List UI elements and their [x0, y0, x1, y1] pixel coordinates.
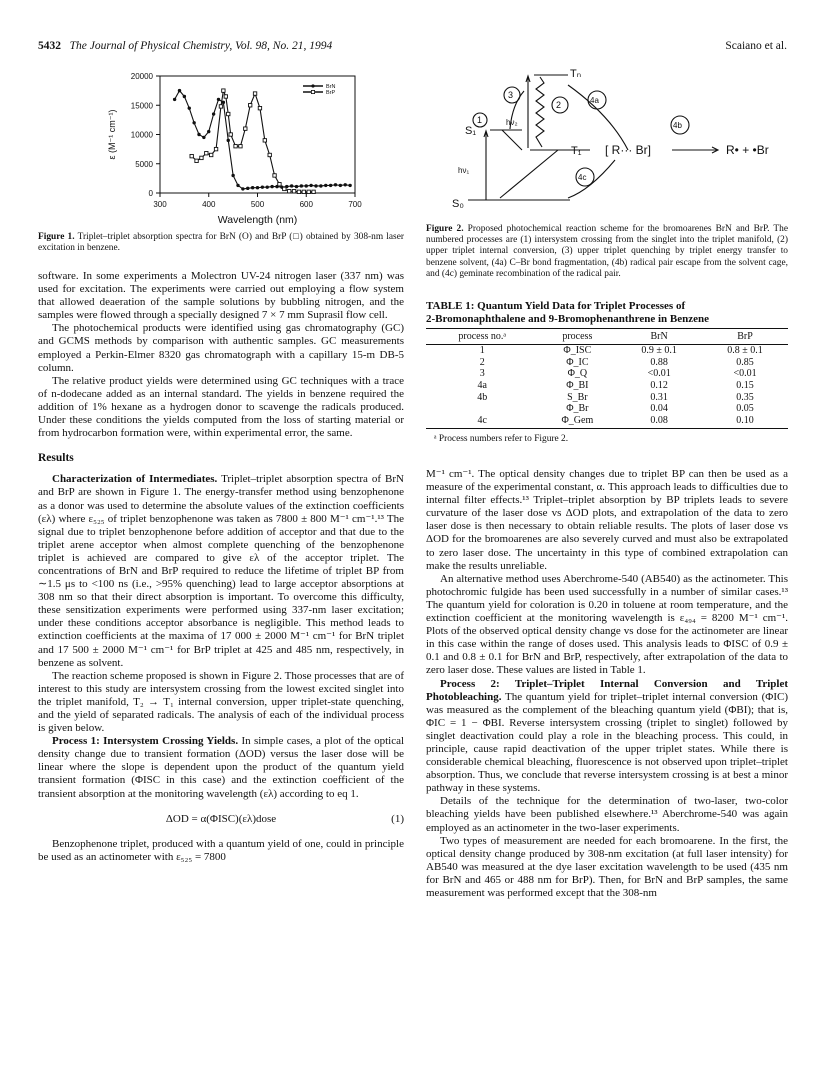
body-paragraph: The reaction scheme proposed is shown in Figure 2. Those processes that are of interest to this study are intersystem crossing from the lowest excited singlet into the triplet manifold, T₂ → T₁ internal conversion, upper triplet-state quenching, and the yield of separated radicals. The analysis of each of the individual process is given below.	[38, 669, 404, 735]
table1-title-line2: 2-Bromonaphthalene and 9-Bromophenanthrene in Benzene	[426, 312, 709, 325]
table-cell: Φ_Br	[566, 403, 589, 415]
process1-label: 1	[477, 115, 483, 125]
table-row	[426, 368, 788, 380]
right-column	[426, 468, 788, 900]
data-point-BrN	[202, 136, 205, 139]
hv1-label: hν₁	[458, 166, 470, 175]
data-point-BrP	[222, 89, 225, 92]
data-point-BrP	[205, 152, 208, 155]
data-point-BrP	[278, 183, 281, 186]
table-cell: 2	[479, 356, 485, 368]
radical-products-label: R• + •Br	[726, 143, 769, 157]
data-point-BrP	[200, 156, 203, 159]
table-row	[426, 357, 788, 369]
journal-title: The Journal of Physical Chemistry, Vol. 98, No. 21, 1994	[69, 40, 333, 52]
data-point-BrN	[251, 186, 254, 189]
body-paragraph	[426, 678, 788, 796]
data-point-BrN	[329, 184, 332, 187]
data-point-BrP	[283, 187, 286, 190]
data-point-BrN	[227, 139, 230, 142]
data-point-BrN	[178, 89, 181, 92]
table-cell	[426, 403, 538, 415]
table-row	[426, 392, 788, 404]
table-cell: Φ_Gem	[538, 415, 616, 429]
table-cell: S_Br	[567, 391, 588, 403]
body-paragraph	[38, 735, 404, 800]
table-cell: 0.04	[650, 403, 668, 415]
process4b-label: 4b	[673, 121, 682, 130]
table-cell: 3	[479, 368, 485, 380]
table1-grid	[426, 328, 788, 429]
series-line-BrN	[175, 91, 351, 189]
data-point-BrP	[273, 174, 276, 177]
y-tick-label: 10000	[130, 130, 153, 140]
figure2-caption	[426, 224, 788, 280]
data-point-BrN	[261, 185, 264, 188]
data-point-BrN	[339, 184, 342, 187]
data-point-BrP	[263, 139, 266, 142]
fragmentation-arrow	[568, 85, 628, 150]
figure2-caption-label: Figure 2.	[426, 224, 464, 234]
s1-label: S₁	[465, 125, 477, 137]
figure1-caption-text: Triplet–triplet absorption spectra for BrN (O) and BrP (□) obtained by 308-nm laser excitation in benzene.	[38, 232, 404, 254]
table-cell: 0.31	[650, 391, 668, 403]
table-cell: 4a	[477, 379, 487, 391]
t1-label: T₁	[571, 145, 582, 157]
table-row	[426, 345, 788, 357]
x-axis-label: Wavelength (nm)	[217, 214, 298, 226]
table-header: process	[538, 329, 616, 345]
x-tick-label: 300	[153, 200, 167, 209]
table1-footnote: ᵃ Process numbers refer to Figure 2.	[434, 434, 569, 445]
table-cell: 4b	[477, 391, 488, 403]
data-point-BrN	[324, 184, 327, 187]
data-point-BrN	[344, 183, 347, 186]
table1-title-line1: TABLE 1: Quantum Yield Data for Triplet Processes of	[426, 300, 686, 312]
data-point-BrP	[268, 153, 271, 156]
data-point-BrN	[246, 187, 249, 190]
data-point-BrN	[348, 184, 351, 187]
table-cell: 0.12	[650, 379, 668, 391]
data-point-BrP	[312, 190, 315, 193]
table-cell: Φ_IC	[566, 356, 589, 368]
data-point-BrN	[207, 130, 210, 133]
process3-label: 3	[508, 90, 514, 100]
data-point-BrN	[319, 184, 322, 187]
data-point-BrN	[334, 183, 337, 186]
x-tick-label: 500	[250, 200, 265, 209]
table-row	[426, 415, 788, 429]
table1	[426, 300, 788, 446]
legend-marker	[311, 90, 314, 93]
data-point-BrP	[307, 190, 310, 193]
data-point-BrP	[195, 159, 198, 162]
body-paragraph	[38, 473, 404, 669]
table-cell: 1	[479, 345, 485, 357]
data-point-BrP	[214, 147, 217, 150]
data-point-BrP	[258, 106, 261, 109]
s0-label: S₀	[452, 198, 464, 210]
series-line-BrP	[192, 91, 314, 192]
data-point-BrP	[209, 153, 212, 156]
table-cell: Φ_Q	[567, 368, 588, 380]
table-cell: Φ_BI	[566, 379, 589, 391]
table-cell: 0.10	[702, 415, 788, 429]
gem-recomb-arrow	[568, 160, 615, 198]
data-point-BrP	[302, 190, 305, 193]
y-tick-label: 15000	[130, 101, 153, 111]
y-tick-label: 20000	[130, 72, 153, 81]
data-point-BrN	[231, 174, 234, 177]
figure1-caption-label: Figure 1.	[38, 232, 75, 242]
body-paragraph: software. In some experiments a Molectron UV-24 nitrogen laser (337 nm) was used for excitation. The experiments were carried out employing a flow system that allowed deaeration of the sample solutions by bubbling nitrogen, and the samples were flowed through a specially designed 7 × 7 mm Suprasil flow cell.	[38, 270, 404, 322]
equation-number: (1)	[391, 812, 404, 825]
data-point-BrN	[290, 184, 293, 187]
data-point-BrP	[297, 190, 300, 193]
table-header: BrP	[702, 329, 788, 345]
left-column	[38, 270, 404, 864]
paragraph-text: In simple cases, a plot of the optical density change due to transient formation (ΔOD) versus the laser dose will be linear where the slope is dependent upon the product of the quantum yield transient formation (ΦISC in this case) and the extinction coefficient of the transient absorption at the monitoring wavelength (ελ) according to eq 1.	[38, 735, 405, 800]
legend-marker	[311, 84, 314, 87]
paragraph-heading: Process 1: Intersystem Crossing Yields.	[52, 735, 239, 748]
paragraph-text: The quantum yield for triplet–triplet internal conversion (ΦIC) was measured as the complement of the bleaching quantum yield (ΦBI); that is, ΦIC = 1 − ΦBI. Reverse intersystem crossing (triplet to singlet) followed by singlet deactivation could play a role in the bleaching process. This could, in principle, cause rapid deactivation of the upper triplet states. While there is considerable chemical bleaching, fluorescence is not observed upon triplet–triplet absorption. Thus, we conclude that reverse intersystem crossing is at best a minor pathway in these systems.	[426, 690, 788, 795]
table-cell: 0.05	[736, 403, 754, 415]
data-point-BrN	[266, 185, 269, 188]
data-point-BrP	[227, 112, 230, 115]
table-row	[426, 380, 788, 392]
paragraph-text: Triplet–triplet absorption spectra of BrN and BrP are shown in Figure 1. The energy-transfer method using benzophenone as a donor was used to determine the absolute values of the extinction coefficients (ελ) where ε₅₂₅ of triplet benzophenone was taken as 7800 ± 800 M⁻¹ cm⁻¹.¹³ The signal due to triplet benzophenone before addition of acceptor and that due to the triplet arene acceptor when almost complete quenching of the benzophenone triplet is achieved are compared to give ελ of the acceptor triplet. The concentrations of BrN and BrP required to reduce the lifetime of triplet BP from ∼1.5 μs to <100 ns (i.e., >95% quenching) lead to large acceptor absorptions at 308 nm so that their direct absorption is important. To overcome this difficulty, these sensitization experiments were performed using 337-nm laser excitation; under these conditions acceptor absorbance is negligible. This method leads to extinction coefficients at the maxima of 17 000 ± 2000 M⁻¹ cm⁻¹ for BrN triplet and 17 500 ± 2000 M⁻¹ cm⁻¹ for BrP triplet at 425 and 485 nm, respectively, in benzene as solvent.	[38, 473, 404, 669]
figure1-chart	[85, 58, 405, 228]
data-point-BrN	[300, 184, 303, 187]
table-header: process no.ᵃ	[426, 329, 538, 345]
data-point-BrP	[219, 105, 222, 108]
table-cell: 4c	[426, 415, 538, 429]
table-cell: Φ_ISC	[563, 345, 592, 357]
data-point-BrN	[256, 186, 259, 189]
paragraph-heading: Process 2: Triplet–Triplet Internal Conversion and Triplet Photobleaching.	[426, 677, 788, 703]
data-point-BrN	[241, 187, 244, 190]
body-paragraph: Benzophenone triplet, produced with a quantum yield of one, could in principle be used as an actinometer with ε₅₂₅ = 7800	[38, 837, 404, 863]
data-point-BrN	[217, 98, 220, 101]
y-tick-label: 0	[148, 189, 153, 198]
table-header: BrN	[616, 329, 702, 345]
data-point-BrN	[188, 106, 191, 109]
ic-wavy-arrow	[536, 77, 544, 147]
body-paragraph: Details of the technique for the determination of two-laser, two-color bleaching yields have been published elsewhere.¹³ Aberchrome-540 was again employed as an actinometer in the two-laser experiments.	[426, 795, 788, 834]
data-point-BrP	[190, 154, 193, 157]
data-point-BrP	[234, 145, 237, 148]
y-tick-label: 5000	[135, 159, 153, 169]
recomb-line	[500, 150, 558, 198]
data-point-BrN	[183, 95, 186, 98]
y-axis-label: ε (M⁻¹ cm⁻¹)	[107, 109, 117, 160]
table-cell: 0.85	[736, 356, 754, 368]
process4c-label: 4c	[578, 173, 587, 182]
process2-label: 2	[556, 100, 562, 110]
tn-label: Tₙ	[570, 68, 582, 80]
data-point-BrN	[212, 112, 215, 115]
figure1-caption	[38, 232, 404, 254]
data-point-BrP	[292, 190, 295, 193]
legend-label: BrP	[326, 90, 336, 96]
data-point-BrN	[270, 185, 273, 188]
body-paragraph: Two types of measurement are needed for each bromoarene. In the first, the optical density change produced by 308-nm excitation (at full laser intensity) for AB540 was measured at the dye laser excitation wavelength to be used (435 nm for BrN and 465 or 488 nm for BrP). Then, for BrN and BrP samples, the same measurement was performed except that the 308-nm	[426, 834, 788, 899]
body-paragraph: The relative product yields were determined using GC techniques with a trace of n-dodecane added as an internal standard. The yields in benzene required the addition of 1% hexane as a hydrogen donor to scavenge the radicals produced. Under these conditions the yields computed from the loss of starting material or from hydrocarbon formation were, within experimental error, the same.	[38, 374, 404, 440]
data-point-BrN	[309, 184, 312, 187]
figure2-caption-text: Proposed photochemical reaction scheme for the bromoarenes BrN and BrP. The numbered processes are (1) intersystem crossing from the singlet into the triplet manifold, (2) upper triplet internal conversion, (3) upper triplet quenching by triplet energy transfer to benzene solvent, (4a) C–Br bond fragmentation, (4b) radical pair escape from the solvent cage, and (4c) geminate recombination of the radical pair.	[426, 224, 789, 279]
x-tick-label: 400	[202, 200, 216, 209]
data-point-BrP	[239, 145, 242, 148]
table-cell: 0.15	[736, 379, 754, 391]
table-cell: 0.08	[616, 415, 702, 429]
table-row	[426, 403, 788, 415]
equation-text: ΔOD = α(ΦISC)(ελ)dose	[165, 812, 277, 825]
radical-cage-label: [ R··· Br]	[605, 143, 651, 157]
paragraph-heading: Characterization of Intermediates.	[52, 473, 218, 486]
isc-arrow	[502, 130, 522, 150]
author-header: Scaiano et al.	[725, 40, 787, 52]
data-point-BrN	[192, 121, 195, 124]
data-point-BrN	[314, 184, 317, 187]
legend-label: BrN	[326, 84, 336, 90]
data-point-BrN	[295, 185, 298, 188]
table-cell: <0.01	[733, 368, 757, 380]
table-cell: 0.88	[650, 356, 668, 368]
section-heading: Results	[38, 452, 74, 465]
page-number: 5432	[38, 40, 61, 52]
data-point-BrP	[253, 92, 256, 95]
table-cell: 0.9 ± 0.1	[641, 345, 677, 357]
process4a-label: 4a	[590, 96, 599, 105]
data-point-BrP	[248, 104, 251, 107]
data-point-BrP	[244, 127, 247, 130]
table-cell: 0.35	[736, 391, 754, 403]
data-point-BrN	[197, 133, 200, 136]
body-paragraph: The photochemical products were identified using gas chromatography (GC) and GCMS methods by comparison with authentic samples. GC measurements employed a Perkin-Elmer 8320 gas chromatograph with a capillary 15-m DB-5 column.	[38, 322, 404, 374]
figure2-diagram	[440, 55, 780, 215]
x-tick-label: 700	[348, 200, 362, 209]
table-cell: 0.8 ± 0.1	[727, 345, 763, 357]
data-point-BrP	[229, 133, 232, 136]
table-cell: <0.01	[647, 368, 671, 380]
body-paragraph: An alternative method uses Aberchrome-540 (AB540) as the actinometer. This photochromic fulgide has been used successfully in a number of similar cases.¹³ The quantum yield for coloration is 0.20 in toluene at room temperature, and the extinction coefficient at the monitoring wavelength is ε₄₉₄ = 8200 M⁻¹ cm⁻¹. Plots of the observed optical density change vs dose for the actinometer are linear in this case within the range of doses used. This analysis leads to ΦISC of 0.9 ± 0.1 and 0.8 ± 0.1 for BrN and BrP, respectively, after extrapolation of the data to zero laser dose. These values are listed in Table 1.	[426, 572, 788, 677]
x-tick-label: 600	[299, 200, 313, 209]
data-point-BrN	[173, 98, 176, 101]
body-paragraph: M⁻¹ cm⁻¹. The optical density changes due to triplet BP can then be used as a measure of the experimental constant, α. This approach leads to difficulties due to internal filter effects.¹³ Triplet–triplet absorption by BP triplets leads to severe curvature of the laser dose vs ΔOD plots, and extrapolation of the data to zero laser dose is then necessary to obtain reliable results. The plots of laser dose vs ΔOD for the bromoarenes are also severely curved and must also be extrapolated to zero laser dose. The uncertainty in this type of combined extrapolation can make the results unreliable.	[426, 468, 788, 572]
equation-1	[38, 813, 404, 826]
data-point-BrN	[305, 184, 308, 187]
data-point-BrP	[287, 190, 290, 193]
hv2-label: hν₂	[506, 118, 518, 127]
data-point-BrN	[236, 184, 239, 187]
data-point-BrP	[224, 95, 227, 98]
running-header	[38, 40, 332, 52]
